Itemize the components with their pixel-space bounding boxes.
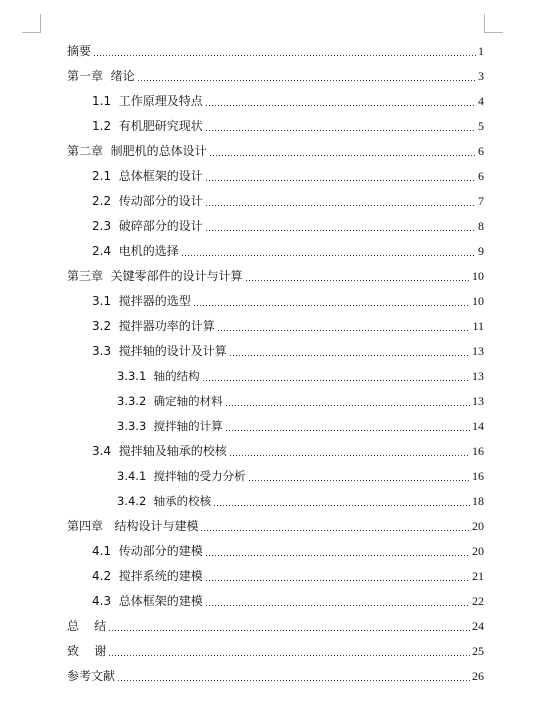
toc-page-number[interactable]: 6 bbox=[478, 144, 484, 158]
toc-entry[interactable] bbox=[67, 84, 484, 109]
toc-entry-label[interactable]: 3.4.2 轴承的校核 bbox=[117, 494, 212, 508]
toc-page-number[interactable]: 18 bbox=[472, 494, 484, 508]
toc-entry-label[interactable]: 3.3.2 确定轴的材料 bbox=[117, 394, 223, 408]
toc-entry[interactable] bbox=[67, 334, 484, 359]
toc-entry[interactable] bbox=[67, 284, 484, 309]
dot-leader bbox=[245, 280, 470, 281]
toc-page-number[interactable]: 11 bbox=[472, 319, 484, 333]
table-of-contents bbox=[67, 34, 484, 684]
dot-leader bbox=[205, 180, 476, 181]
dot-leader bbox=[205, 605, 470, 606]
toc-entry[interactable] bbox=[67, 34, 484, 59]
toc-entry[interactable] bbox=[67, 59, 484, 84]
toc-page-number[interactable]: 26 bbox=[472, 669, 484, 683]
toc-page-number[interactable]: 13 bbox=[472, 369, 484, 383]
dot-leader bbox=[225, 405, 470, 406]
dot-leader bbox=[181, 255, 476, 256]
dot-leader bbox=[137, 80, 476, 81]
toc-entry-label[interactable]: 3.1 搅拌器的选型 bbox=[92, 294, 191, 308]
toc-entry[interactable] bbox=[67, 109, 484, 134]
toc-page-number[interactable]: 24 bbox=[472, 619, 484, 633]
toc-page-number[interactable]: 4 bbox=[478, 94, 484, 108]
toc-page-number[interactable]: 13 bbox=[472, 394, 484, 408]
toc-entry-label[interactable]: 4.3 总体框架的建模 bbox=[92, 594, 203, 608]
toc-entry-label[interactable]: 1.1 工作原理及特点 bbox=[92, 94, 203, 108]
toc-entry-label[interactable]: 第二章 制肥机的总体设计 bbox=[67, 144, 207, 158]
toc-entry[interactable] bbox=[67, 134, 484, 159]
dot-leader bbox=[108, 655, 470, 656]
toc-entry-label[interactable]: 3.4.1 搅拌轴的受力分析 bbox=[117, 469, 246, 483]
toc-page-number[interactable]: 9 bbox=[478, 244, 484, 258]
dot-leader bbox=[209, 155, 476, 156]
toc-page-number[interactable]: 1 bbox=[478, 44, 484, 58]
toc-entry[interactable] bbox=[67, 234, 484, 259]
dot-leader bbox=[229, 355, 470, 356]
toc-page-number[interactable]: 16 bbox=[472, 444, 484, 458]
dot-leader bbox=[202, 380, 470, 381]
toc-entry-label[interactable]: 参考文献 bbox=[67, 669, 116, 683]
toc-page-number[interactable]: 8 bbox=[478, 219, 484, 233]
toc-entry-label[interactable]: 3.3.3 搅拌轴的计算 bbox=[117, 419, 223, 433]
dot-leader bbox=[225, 430, 470, 431]
toc-page-number[interactable]: 21 bbox=[472, 569, 484, 583]
dot-leader bbox=[200, 530, 470, 531]
toc-entry-label[interactable]: 致 谢 bbox=[67, 644, 107, 658]
dot-leader bbox=[213, 505, 470, 506]
toc-entry[interactable] bbox=[67, 534, 484, 559]
dot-leader bbox=[248, 480, 470, 481]
toc-entry-label[interactable]: 3.2 搅拌器功率的计算 bbox=[92, 319, 215, 333]
dot-leader bbox=[205, 230, 476, 231]
toc-entry[interactable] bbox=[67, 609, 484, 634]
corner-crop-mark bbox=[484, 14, 503, 33]
dot-leader bbox=[108, 630, 470, 631]
toc-entry-label[interactable]: 2.4 电机的选择 bbox=[92, 244, 179, 258]
toc-entry[interactable] bbox=[67, 409, 484, 434]
toc-entry-label[interactable]: 3.3 搅拌轴的设计及计算 bbox=[92, 344, 227, 358]
dot-leader bbox=[205, 580, 470, 581]
toc-entry[interactable] bbox=[67, 159, 484, 184]
dot-leader bbox=[229, 455, 470, 456]
toc-entry-label[interactable]: 摘要 bbox=[67, 44, 92, 58]
toc-entry-label[interactable]: 2.3 破碎部分的设计 bbox=[92, 219, 203, 233]
corner-crop-mark bbox=[22, 14, 41, 33]
toc-entry-label[interactable]: 4.2 搅拌系统的建模 bbox=[92, 569, 203, 583]
dot-leader bbox=[205, 555, 470, 556]
toc-entry[interactable] bbox=[67, 259, 484, 284]
toc-entry[interactable] bbox=[67, 209, 484, 234]
toc-entry-label[interactable]: 1.2 有机肥研究现状 bbox=[92, 119, 203, 133]
toc-entry-label[interactable]: 总 结 bbox=[67, 619, 107, 633]
toc-entry[interactable] bbox=[67, 584, 484, 609]
toc-entry[interactable] bbox=[67, 359, 484, 384]
toc-entry-label[interactable]: 3.4 搅拌轴及轴承的校核 bbox=[92, 444, 227, 458]
toc-page-number[interactable]: 3 bbox=[478, 69, 484, 83]
toc-page-number[interactable]: 16 bbox=[472, 469, 484, 483]
toc-entry-label[interactable]: 2.2 传动部分的设计 bbox=[92, 194, 203, 208]
toc-entry[interactable] bbox=[67, 309, 484, 334]
toc-page-number[interactable]: 25 bbox=[472, 644, 484, 658]
toc-entry[interactable] bbox=[67, 459, 484, 484]
toc-entry[interactable] bbox=[67, 184, 484, 209]
dot-leader bbox=[217, 330, 471, 331]
dot-leader bbox=[205, 205, 476, 206]
dot-leader bbox=[93, 55, 476, 56]
toc-entry-label[interactable]: 第四章 结构设计与建模 bbox=[67, 519, 199, 533]
toc-entry[interactable] bbox=[67, 434, 484, 459]
toc-entry[interactable] bbox=[67, 509, 484, 534]
toc-entry[interactable] bbox=[67, 634, 484, 659]
toc-page-number[interactable]: 20 bbox=[472, 544, 484, 558]
toc-page-number[interactable]: 10 bbox=[472, 294, 484, 308]
toc-entry-label[interactable]: 第三章 关键零部件的设计与计算 bbox=[67, 269, 243, 283]
dot-leader bbox=[205, 130, 476, 131]
dot-leader bbox=[193, 305, 470, 306]
toc-entry[interactable] bbox=[67, 484, 484, 509]
toc-page-number[interactable]: 22 bbox=[472, 594, 484, 608]
toc-page-number[interactable]: 10 bbox=[472, 269, 484, 283]
toc-page-number[interactable]: 7 bbox=[478, 194, 484, 208]
toc-page-number[interactable]: 5 bbox=[478, 119, 484, 133]
toc-entry[interactable] bbox=[67, 559, 484, 584]
toc-entry-label[interactable]: 4.1 传动部分的建模 bbox=[92, 544, 203, 558]
dot-leader bbox=[205, 105, 476, 106]
toc-entry-label[interactable]: 3.3.1 轴的结构 bbox=[117, 369, 200, 383]
toc-entry-label[interactable]: 2.1 总体框架的设计 bbox=[92, 169, 203, 183]
toc-entry[interactable] bbox=[67, 659, 484, 684]
toc-page-number[interactable]: 6 bbox=[478, 169, 484, 183]
toc-entry[interactable] bbox=[67, 384, 484, 409]
toc-page-number[interactable]: 14 bbox=[472, 419, 484, 433]
toc-page-number[interactable]: 20 bbox=[472, 519, 484, 533]
dot-leader bbox=[117, 680, 470, 681]
toc-page-number[interactable]: 13 bbox=[472, 344, 484, 358]
toc-entry-label[interactable]: 第一章 绪论 bbox=[67, 69, 135, 83]
